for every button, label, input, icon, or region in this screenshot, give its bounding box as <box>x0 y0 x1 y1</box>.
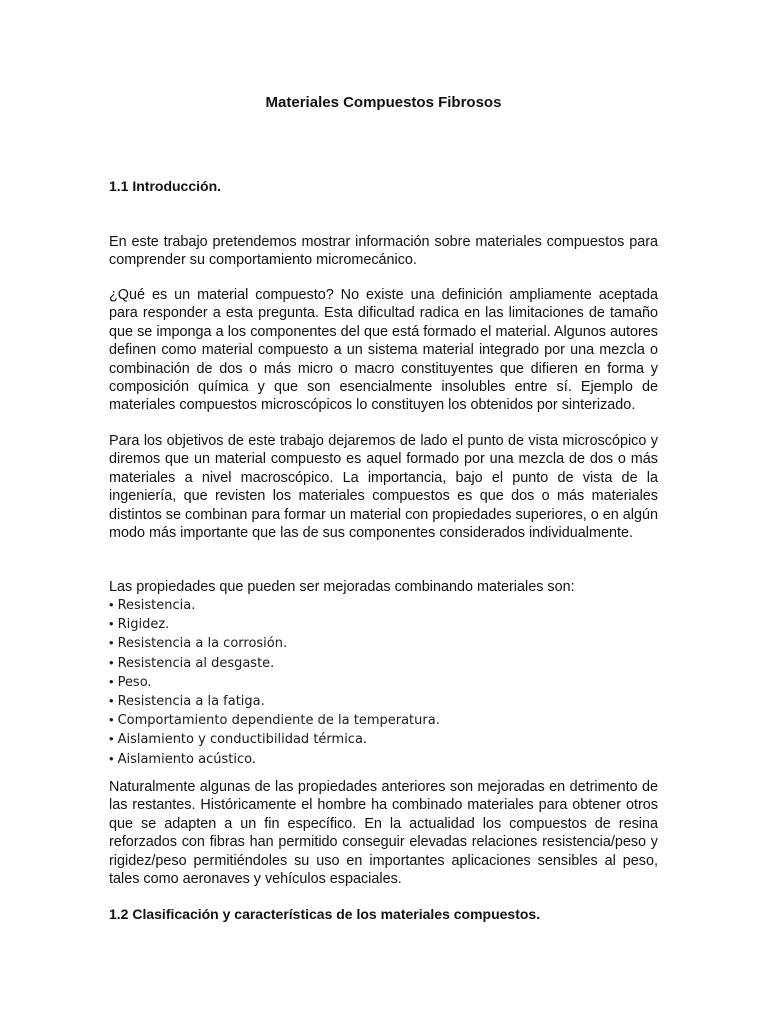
bullet-icon: • <box>109 712 114 728</box>
paragraph-3: Para los objetivos de este trabajo dejaremos de lado el punto de vista microscópico y diremos que un material compuesto es aquel formado por una mezcla de dos o más materiales a nivel macroscópico. La importancia, bajo el punto de vista de la ingeniería, que revisten los materiales compuestos es que dos o más materiales distintos se combinan para formar un material con propiedades superiores, o en algún modo más importante que las de sus componentes considerados individualmente. <box>109 433 658 542</box>
list-item-text: Resistencia a la fatiga. <box>117 694 265 710</box>
list-item-text: Resistencia a la corrosión. <box>117 636 288 652</box>
bullet-icon: • <box>109 654 114 670</box>
list-item <box>109 596 440 615</box>
list-item <box>109 634 440 653</box>
bullet-icon: • <box>109 750 114 766</box>
bullet-icon: • <box>109 693 114 709</box>
list-item-text: Aislamiento acústico. <box>117 751 256 767</box>
bullet-icon: • <box>109 597 114 612</box>
list-item <box>109 730 440 749</box>
list-item-text: Aislamiento y conductibilidad térmica. <box>117 732 368 748</box>
list-item-text: Peso. <box>117 674 152 690</box>
list-item-text: Comportamiento dependiente de la temperatura. <box>117 713 440 729</box>
list-item-text: Rigidez. <box>117 617 170 633</box>
document-title: Materiales Compuestos Fibrosos <box>265 94 502 111</box>
list-item <box>109 711 440 730</box>
paragraph-properties-intro: Las propiedades que pueden ser mejoradas combinando materiales son: <box>109 579 575 595</box>
paragraph-1: En este trabajo pretendemos mostrar información sobre materiales compuestos para comprender su comportamiento micromecánico. <box>109 234 658 269</box>
bullet-icon: • <box>109 731 114 747</box>
list-item-text: Resistencia. <box>117 598 196 613</box>
list-item-text: Resistencia al desgaste. <box>117 655 275 671</box>
bullet-icon: • <box>109 635 114 651</box>
section-heading-introduccion: 1.1 Introducción. <box>109 178 222 194</box>
bullet-icon: • <box>109 616 114 632</box>
list-item <box>109 615 440 634</box>
list-item <box>109 692 440 711</box>
bullet-icon: • <box>109 673 114 689</box>
list-item <box>109 673 440 692</box>
list-item <box>109 654 440 673</box>
paragraph-5: Naturalmente algunas de las propiedades anteriores son mejoradas en detrimento de las restantes. Históricamente el hombre ha combinado materiales para obtener otros que se adapten a un fin específico. En la actualidad los compuestos de resina reforzados con fibras han permitido conseguir elevadas relaciones resistencia/peso y rigidez/peso permitiéndoles su uso en importantes aplicaciones sensibles al peso, tales como aeronaves y vehículos espaciales. <box>109 779 658 888</box>
properties-list <box>109 596 440 769</box>
list-item <box>109 750 440 769</box>
paragraph-2: ¿Qué es un material compuesto? No existe una definición ampliamente aceptada para responder a esta pregunta. Esta dificultad radica en las limitaciones de tamaño que se imponga a los componentes del que está formado el material. Algunos autores definen como material compuesto a un sistema material integrado por una mezcla o combinación de dos o más micro o macro constituyentes que difieren en forma y composición química y que son esencialmente insolubles entre sí. Ejemplo de materiales compuestos microscópicos lo constituyen los obtenidos por sinterizado. <box>109 287 658 414</box>
section-heading-clasificacion: 1.2 Clasificación y características de los materiales compuestos. <box>109 906 541 922</box>
